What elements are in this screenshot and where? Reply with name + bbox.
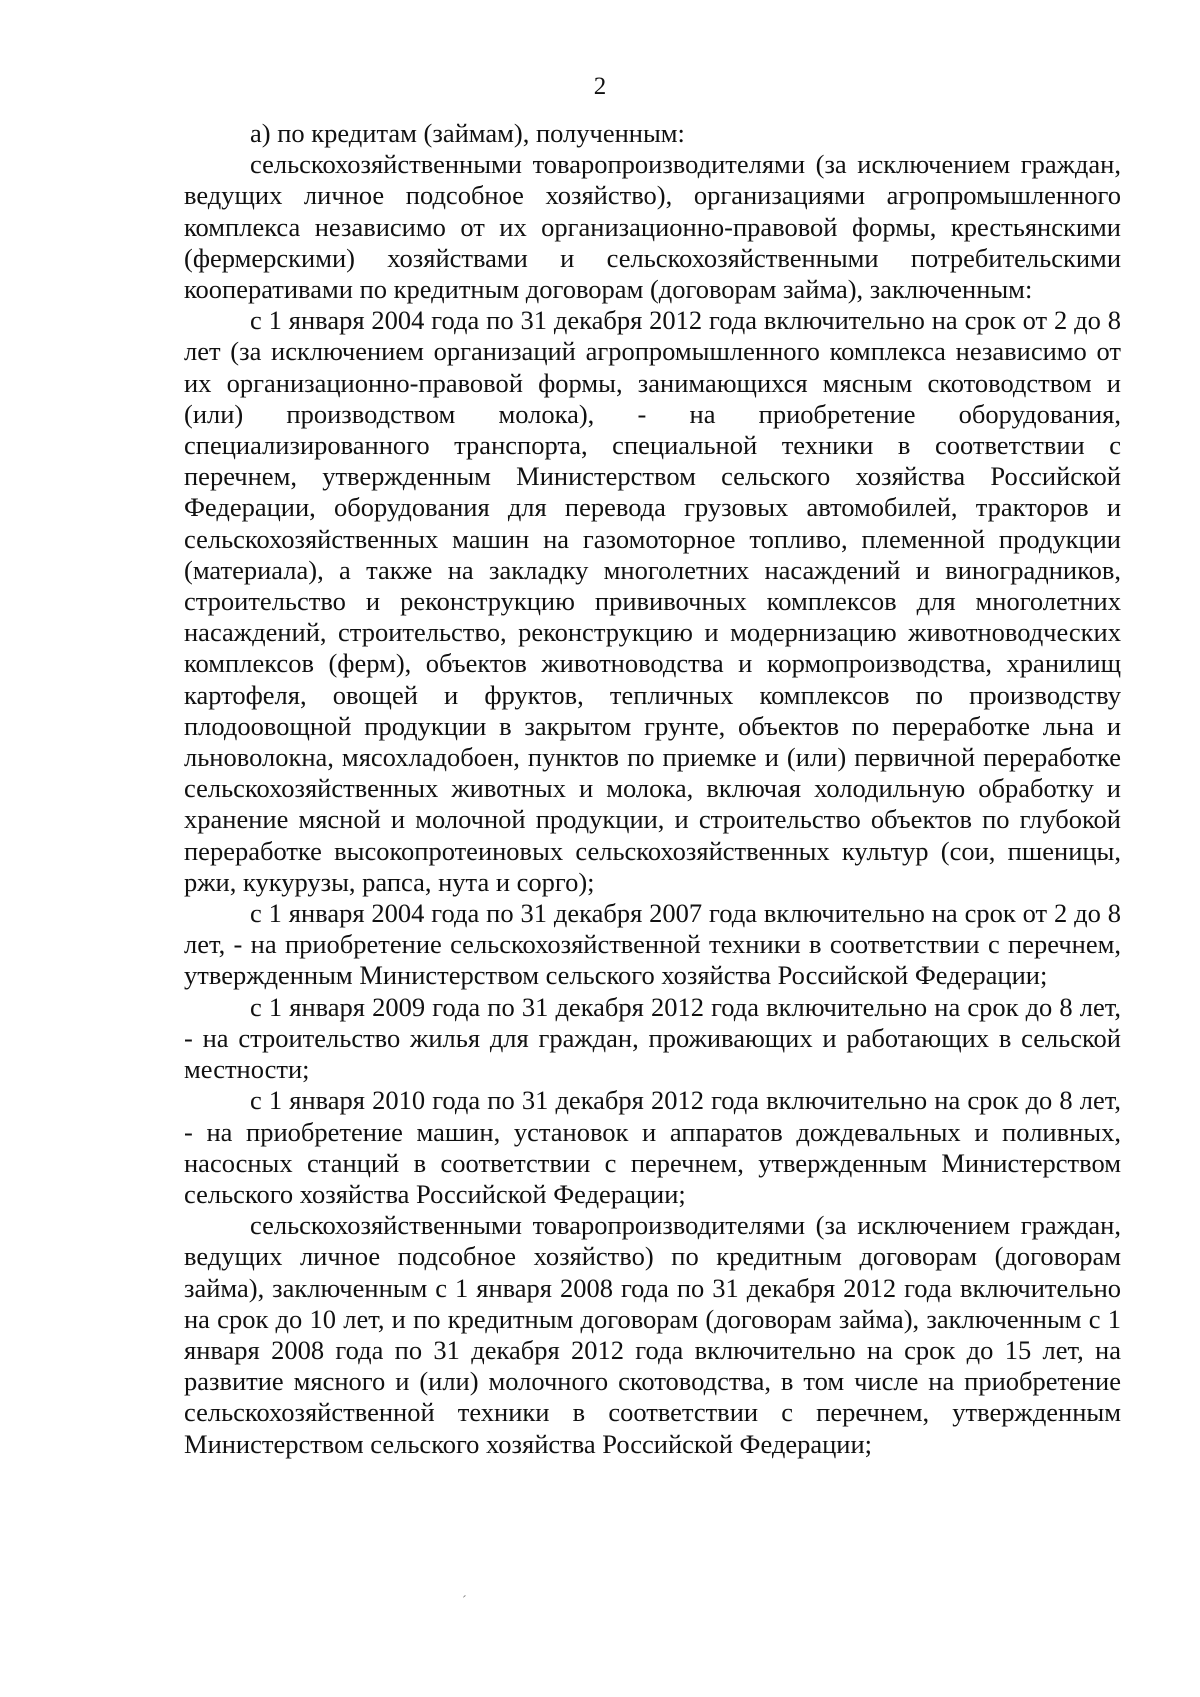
paragraph-credits-intro: а) по кредитам (займам), полученным: [250, 118, 685, 148]
paragraph-2009-2012-housing: с 1 января 2009 года по 31 декабря 2012 года включительно на срок до 8 лет, - на строительство жилья для граждан, проживающих и работающих в сельской местности; [184, 991, 1121, 1085]
paragraph-2010-2012-irrigation: с 1 января 2010 года по 31 декабря 2012 года включительно на срок до 8 лет, - на приобретение машин, установок и аппаратов дождевальных и поливных, насосных станций в соответствии с перечнем, утвержденным Министерством сельского хозяйства Российской Федерации; [184, 1085, 1121, 1209]
page-number: 2 [593, 73, 607, 100]
paragraph-livestock-producers: сельскохозяйственными товаропроизводителями (за исключением граждан, ведущих личное подсобное хозяйство) по кредитным договорам (договорам займа), заключенным с 1 января 2008 года по 31 декабря 2012 года включительно на срок до 10 лет, и по кредитным договорам (договорам займа), заключенным с 1 января 2008 года по 31 декабря 2012 года включительно на срок до 15 лет, на развитие мясного и (или) молочного скотоводства, в том числе на приобретение сельскохозяйственной техники в соответствии с перечнем, утвержденным Министерством сельского хозяйства Российской Федерации; [184, 1210, 1121, 1459]
stray-mark: ˊ [462, 1594, 467, 1609]
paragraph-2004-2012-equipment: с 1 января 2004 года по 31 декабря 2012 года включительно на срок от 2 до 8 лет (за исключением организаций агропромышленного комплекса независимо от их организационно-правовой формы, занимающихся мясным скотоводством и (или) производством молока), - на приобретение оборудования, специализированного транспорта, специальной техники в соответствии с перечнем, утвержденным Министерством сельского хозяйства Российской Федерации, оборудования для перевода грузовых автомобилей, тракторов и сельскохозяйственных машин на газомоторное топливо, племенной продукции (материала), а также на закладку многолетних насаждений и виноградников, строительство и реконструкцию прививочных комплексов для многолетних насаждений, строительство, реконструкцию и модернизацию животноводческих комплексов (ферм), объектов животноводства и кормопроизводства, хранилищ картофеля, овощей и фруктов, тепличных комплексов по производству плодоовощной продукции в закрытом грунте, объектов по переработке льна и льноволокна, мясохладобоен, пунктов по приемке и (или) первичной переработке сельскохозяйственных животных и молока, включая холодильную обработку и хранение мясной и молочной продукции, и строительство объектов по глубокой переработке высокопротеиновых сельскохозяйственных культур (сои, пшеницы, ржи, кукурузы, рапса, нута и сорго); [184, 305, 1121, 897]
document-body [184, 118, 1121, 1460]
paragraph-2004-2007-machinery: с 1 января 2004 года по 31 декабря 2007 года включительно на срок от 2 до 8 лет, - на приобретение сельскохозяйственной техники в соответствии с перечнем, утвержденным Министерством сельского хозяйства Российской Федерации; [184, 898, 1121, 991]
paragraph-recipients: сельскохозяйственными товаропроизводителями (за исключением граждан, ведущих личное подсобное хозяйство), организациями агропромышленного комплекса независимо от их организационно-правовой формы, крестьянскими (фермерскими) хозяйствами и сельскохозяйственными потребительскими кооперативами по кредитным договорам (договорам займа), заключенным: [184, 149, 1121, 305]
